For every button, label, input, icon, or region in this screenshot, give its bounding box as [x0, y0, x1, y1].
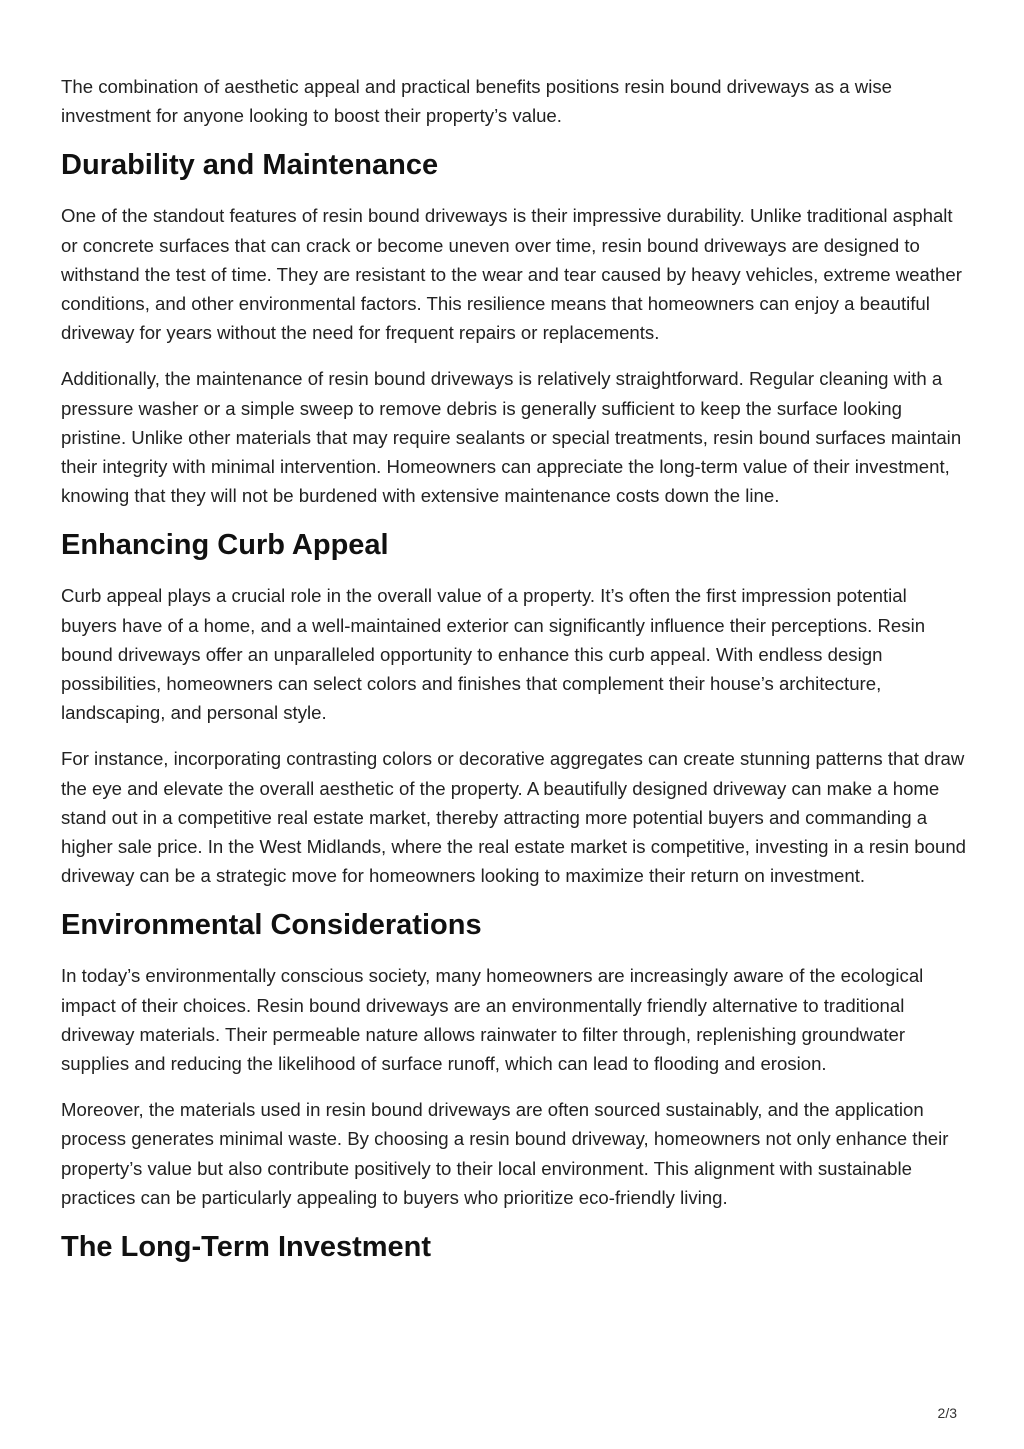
intro-paragraph: The combination of aesthetic appeal and practical benefits positions resin bound driveways as a wise investment for anyone looking to boost their property’s value. — [61, 76, 892, 127]
durability-paragraph: One of the standout features of resin bound driveways is their impressive durability. Unlike traditional asphalt or concrete surfaces that can crack or become uneven over time, resin bound driveways are designed to withstand the test of time. They are resistant to the wear and tear caused by heavy vehicles, extreme weather conditions, and other environmental factors. This resilience means that homeowners can enjoy a beautiful driveway for years without the need for frequent repairs or replacements. — [61, 205, 962, 344]
heading-environmental-considerations: Environmental Considerations — [61, 909, 482, 942]
sustainability-paragraph: Moreover, the materials used in resin bound driveways are often sourced sustainably, and the application process generates minimal waste. By choosing a resin bound driveway, homeowners not only enhance their property’s value but also contribute positively to their local environment. This alignment with sustainable practices can be particularly appealing to buyers who prioritize eco-friendly living. — [61, 1099, 949, 1208]
page-number: 2/3 — [937, 1405, 957, 1421]
heading-long-term-investment: The Long-Term Investment — [61, 1231, 432, 1264]
heading-durability-and-maintenance: Durability and Maintenance — [61, 149, 439, 182]
heading-enhancing-curb-appeal: Enhancing Curb Appeal — [61, 529, 389, 562]
document-page — [61, 72, 966, 1283]
environment-paragraph: In today’s environmentally conscious society, many homeowners are increasingly aware of the ecological impact of their choices. Resin bound driveways are an environmentally friendly alternative to traditional driveway materials. Their permeable nature allows rainwater to filter through, replenishing groundwater supplies and reducing the likelihood of surface runoff, which can lead to flooding and erosion. — [61, 965, 924, 1075]
curb-appeal-paragraph: Curb appeal plays a crucial role in the overall value of a property. It’s often the first impression potential buyers have of a home, and a well-maintained exterior can significantly influence their perceptions. Resin bound driveways offer an unparalleled opportunity to enhance this curb appeal. With endless design possibilities, homeowners can select colors and finishes that complement their house’s architecture, landscaping, and personal style. — [61, 585, 926, 724]
design-paragraph: For instance, incorporating contrasting colors or decorative aggregates can create stunning patterns that draw the eye and elevate the overall aesthetic of the property. A beautifully designed driveway can make a home stand out in a competitive real estate market, thereby attracting more potential buyers and commanding a higher sale price. In the West Midlands, where the real estate market is competitive, investing in a resin bound driveway can be a strategic move for homeowners looking to maximize their return on investment. — [61, 748, 967, 887]
maintenance-paragraph: Additionally, the maintenance of resin bound driveways is relatively straightforward. Regular cleaning with a pressure washer or a simple sweep to remove debris is generally sufficient to keep the surface looking pristine. Unlike other materials that may require sealants or special treatments, resin bound surfaces maintain their integrity with minimal intervention. Homeowners can appreciate the long-term value of their investment, knowing that they will not be burdened with extensive maintenance costs down the line. — [61, 368, 962, 507]
